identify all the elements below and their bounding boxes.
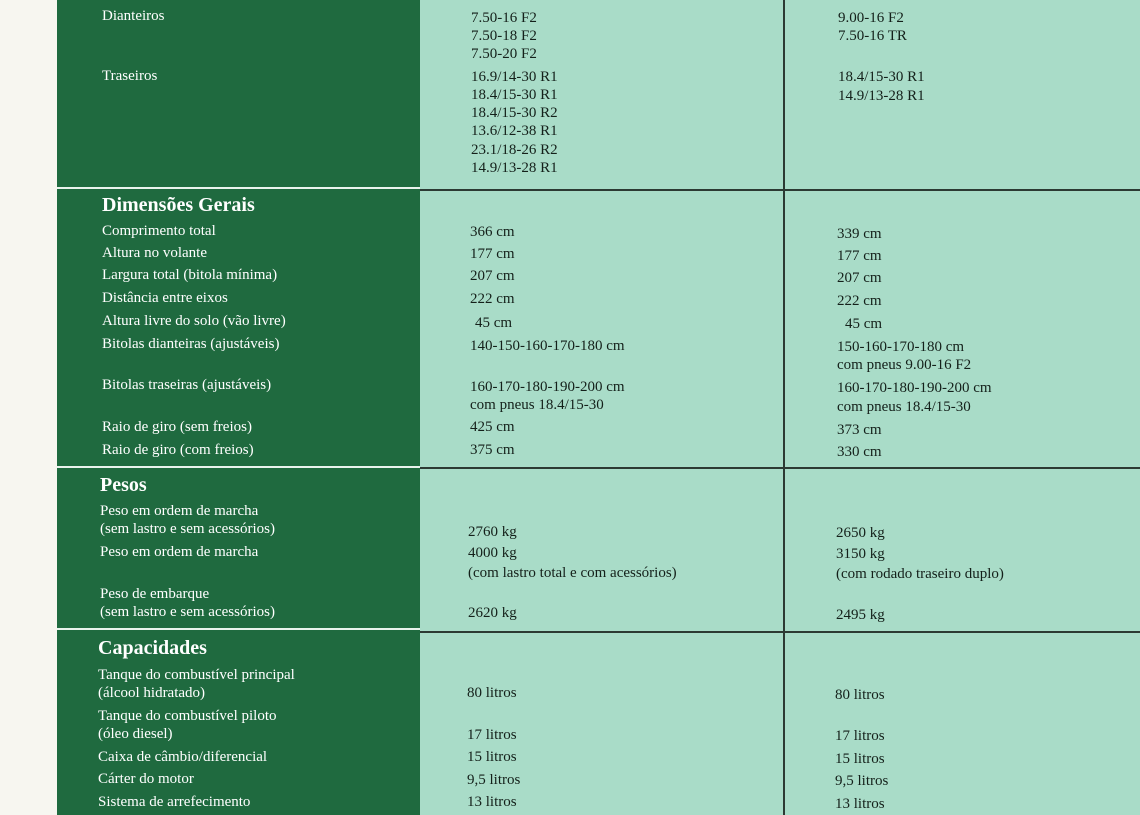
row-label-note: (sem lastro e sem acessórios): [100, 521, 275, 537]
value-col1: 2760 kg: [468, 524, 517, 540]
section-header: Capacidades: [98, 637, 207, 659]
value-col1: 7.50-20 F2: [471, 46, 537, 62]
value-col2: 18.4/15-30 R1: [838, 69, 925, 85]
value-col1: 177 cm: [470, 246, 515, 262]
value-col2: 150-160-170-180 cm: [837, 339, 965, 355]
value-col2-note: (com rodado traseiro duplo): [836, 566, 1004, 582]
value-col2: 222 cm: [837, 293, 882, 309]
value-col2: 330 cm: [837, 444, 882, 460]
row-label-note: (sem lastro e sem acessórios): [100, 604, 275, 620]
value-col2: 9,5 litros: [835, 773, 889, 789]
value-col2-note: com pneus 9.00-16 F2: [837, 357, 972, 373]
row-label: Altura no volante: [102, 245, 207, 261]
value-col1: 9,5 litros: [467, 772, 521, 788]
value-col1: 13 litros: [467, 794, 517, 810]
section-header: Dimensões Gerais: [102, 194, 255, 216]
section-header: Pesos: [100, 474, 147, 496]
value-col1: 17 litros: [467, 727, 517, 743]
value-col2: 13 litros: [835, 796, 885, 812]
row-label: Sistema de arrefecimento: [98, 794, 251, 810]
value-col1: 222 cm: [470, 291, 515, 307]
row-label-note: (álcool hidratado): [98, 685, 206, 701]
row-label: Traseiros: [102, 68, 158, 84]
value-col2: 15 litros: [835, 751, 885, 767]
section-divider-values: [420, 631, 1140, 633]
value-col2: 80 litros: [835, 687, 885, 703]
value-col2-note: com pneus 18.4/15-30: [837, 399, 971, 415]
value-col1: 2620 kg: [468, 605, 517, 621]
section-divider-label: [57, 466, 420, 468]
value-col1: 18.4/15-30 R1: [471, 87, 558, 103]
value-col2: 7.50-16 TR: [838, 28, 907, 44]
section-divider-label: [57, 187, 420, 189]
value-col1: 16.9/14-30 R1: [471, 69, 558, 85]
value-col2: 2495 kg: [836, 607, 885, 623]
value-col2: 339 cm: [837, 226, 882, 242]
section-divider-values: [420, 189, 1140, 191]
value-col1-note: com pneus 18.4/15-30: [470, 397, 604, 413]
value-col2: 3150 kg: [836, 546, 885, 562]
row-label: Caixa de câmbio/diferencial: [98, 749, 268, 765]
row-label: Dianteiros: [102, 8, 165, 24]
value-col1: 160-170-180-190-200 cm: [470, 379, 625, 395]
value-col1: 45 cm: [475, 315, 513, 331]
row-label: Peso de embarque: [100, 586, 210, 602]
value-col1: 80 litros: [467, 685, 517, 701]
value-col2: 207 cm: [837, 270, 882, 286]
row-label: Tanque do combustível piloto: [98, 708, 277, 724]
row-label: Raio de giro (com freios): [102, 442, 254, 458]
row-label: Altura livre do solo (vão livre): [102, 313, 286, 329]
value-col2: 14.9/13-28 R1: [838, 88, 925, 104]
row-label: Tanque do combustível principal: [98, 667, 295, 683]
value-col1: 14.9/13-28 R1: [471, 160, 558, 176]
value-col1: 425 cm: [470, 419, 515, 435]
row-label: Comprimento total: [102, 223, 216, 239]
value-col1: 366 cm: [470, 224, 515, 240]
value-col1: 140-150-160-170-180 cm: [470, 338, 625, 354]
section-divider-label: [57, 628, 420, 630]
row-label: Bitolas traseiras (ajustáveis): [102, 377, 272, 393]
value-col1: 7.50-18 F2: [471, 28, 537, 44]
row-label: Distância entre eixos: [102, 290, 228, 306]
section-divider-values: [420, 467, 1140, 469]
value-col1: 23.1/18-26 R2: [471, 142, 558, 158]
value-col1: 7.50-16 F2: [471, 10, 537, 26]
row-label: Peso em ordem de marcha: [100, 503, 259, 519]
value-col2: 2650 kg: [836, 525, 885, 541]
value-col2: 177 cm: [837, 248, 882, 264]
value-col1: 4000 kg: [468, 545, 517, 561]
row-label: Largura total (bitola mínima): [102, 267, 278, 283]
value-col1: 13.6/12-38 R1: [471, 123, 558, 139]
row-label: Bitolas dianteiras (ajustáveis): [102, 336, 280, 352]
value-col2: 17 litros: [835, 728, 885, 744]
row-label: Cárter do motor: [98, 771, 194, 787]
value-col1: 18.4/15-30 R2: [471, 105, 558, 121]
row-label: Raio de giro (sem freios): [102, 419, 252, 435]
column-divider: [783, 0, 785, 815]
row-label-note: (óleo diesel): [98, 726, 173, 742]
value-col2: 9.00-16 F2: [838, 10, 904, 26]
value-col2: 45 cm: [845, 316, 883, 332]
value-col1: 15 litros: [467, 749, 517, 765]
value-col2: 373 cm: [837, 422, 882, 438]
row-label: Peso em ordem de marcha: [100, 544, 259, 560]
value-col1-note: (com lastro total e com acessórios): [468, 565, 677, 581]
value-col1: 375 cm: [470, 442, 515, 458]
value-col1: 207 cm: [470, 268, 515, 284]
value-col2: 160-170-180-190-200 cm: [837, 380, 992, 396]
